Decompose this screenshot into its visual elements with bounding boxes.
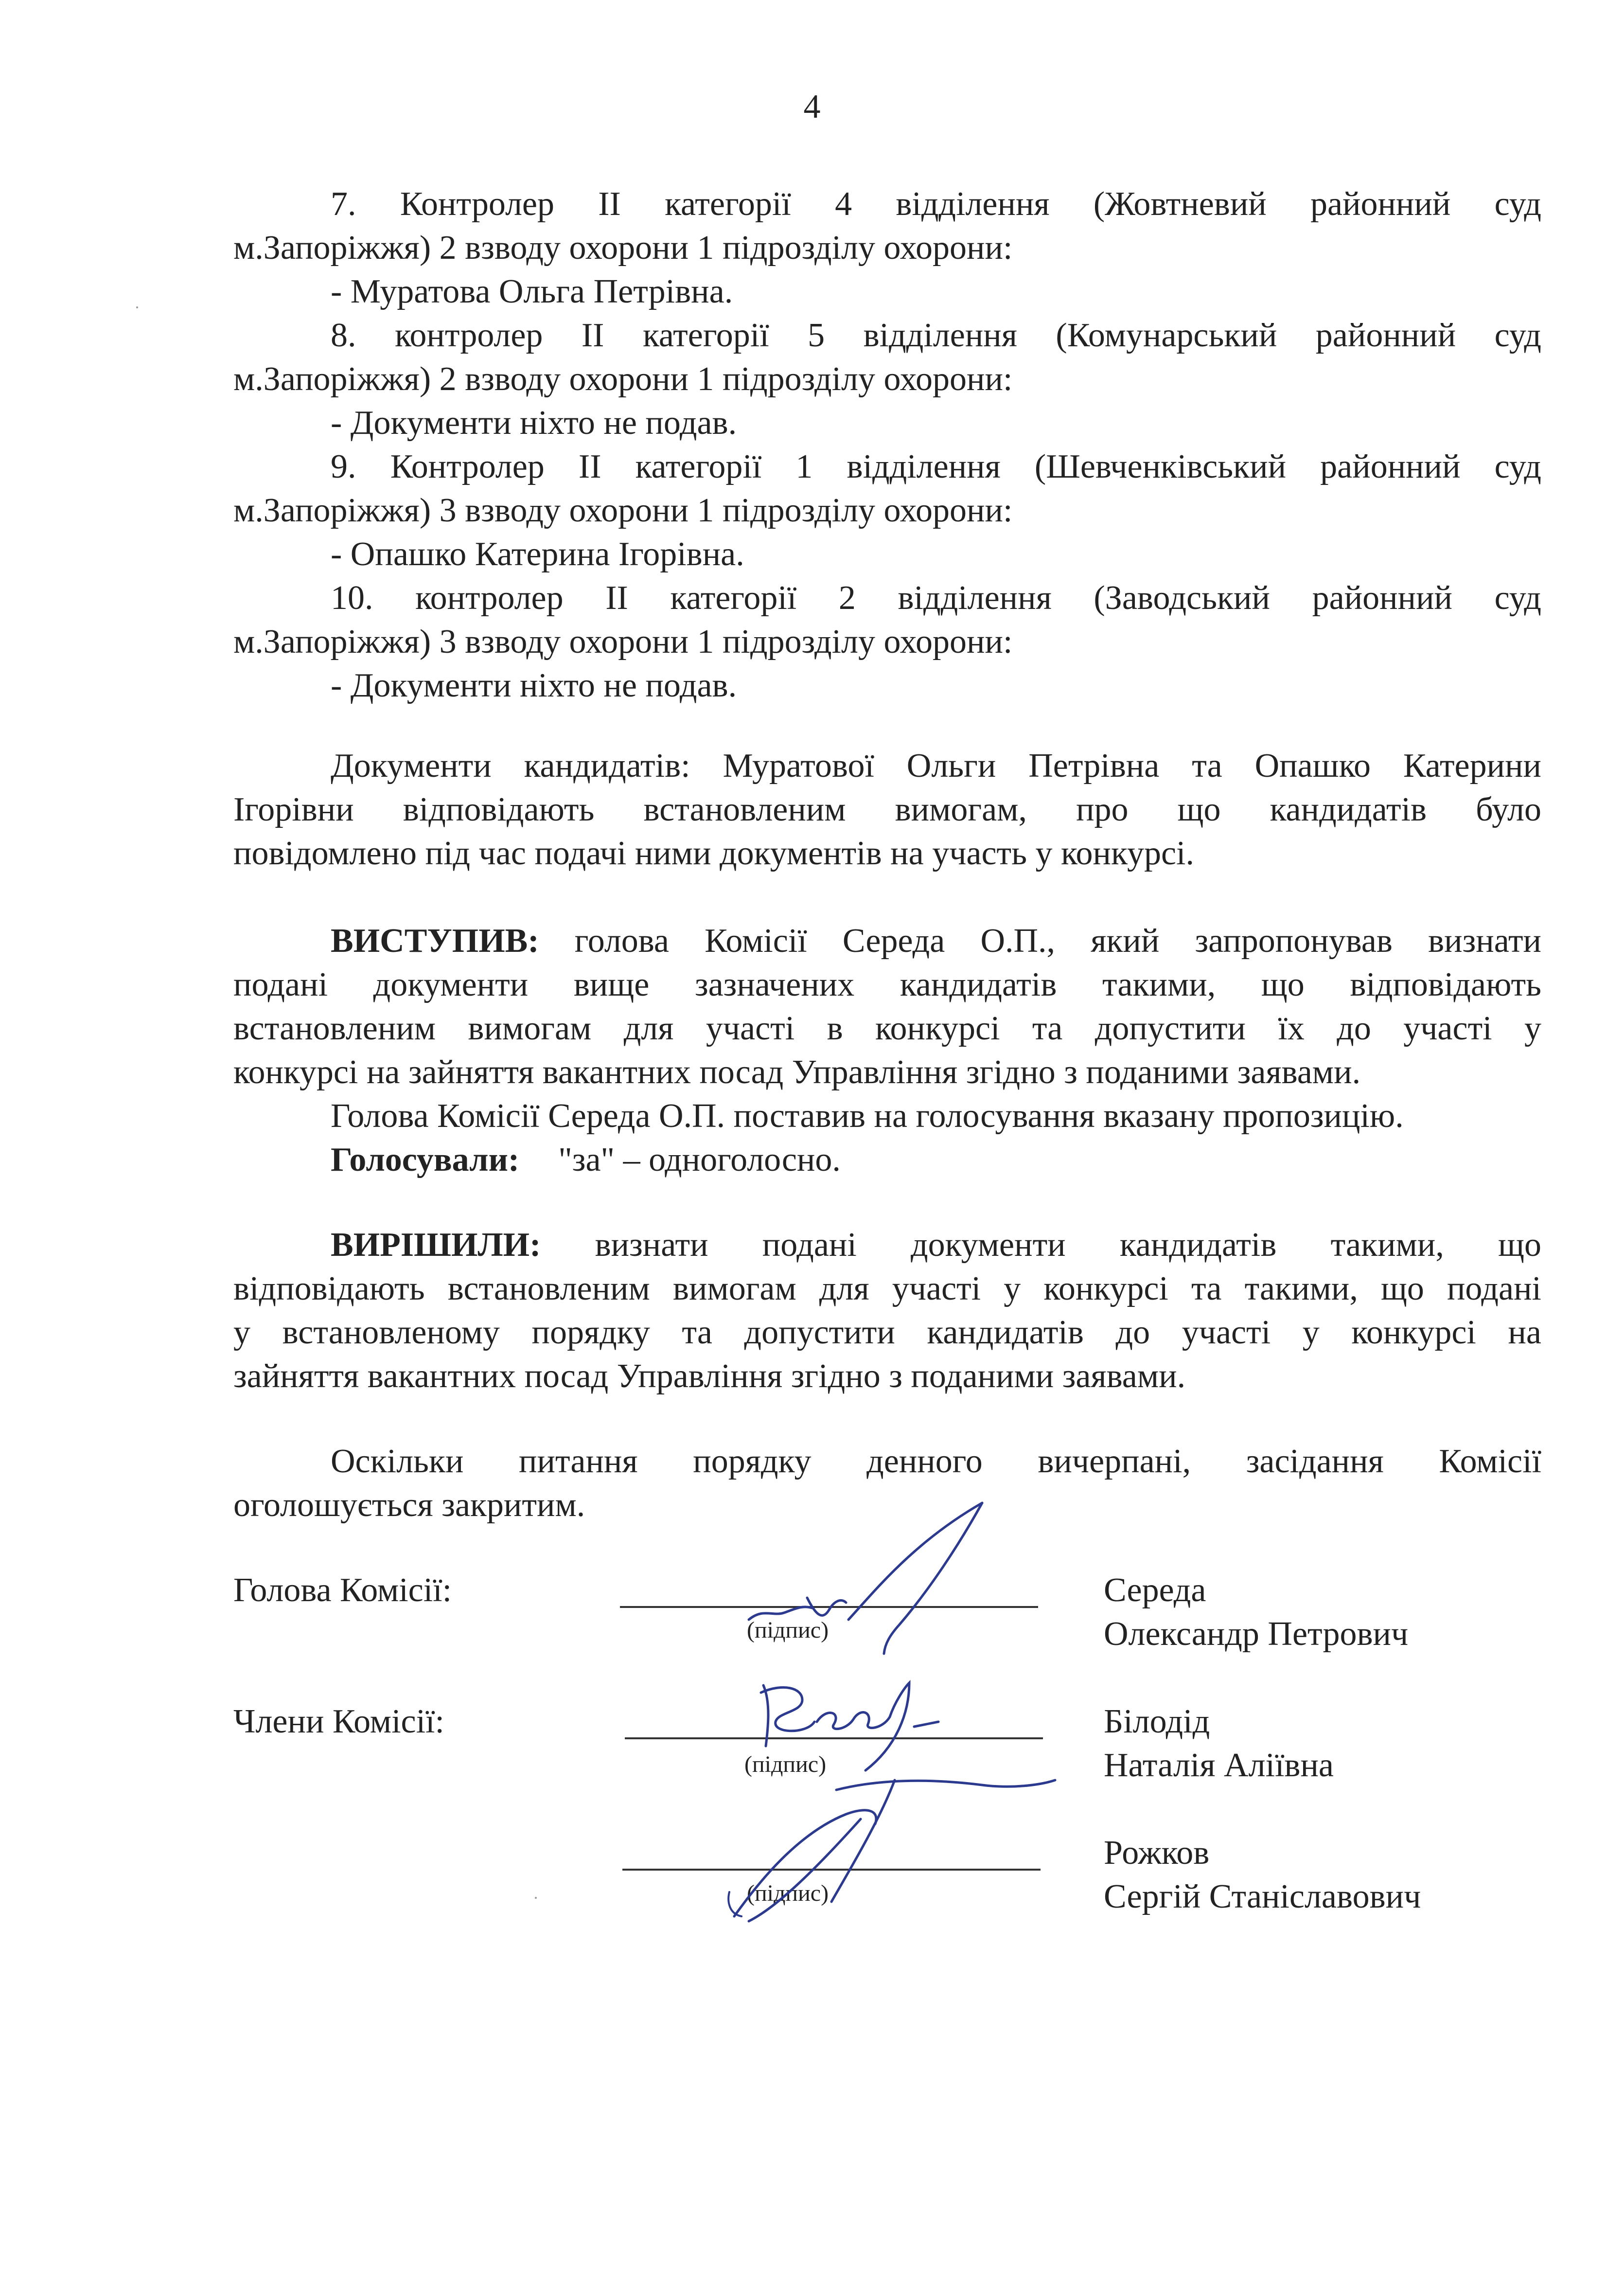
chair-surname: Середа [1104, 1571, 1206, 1609]
signature-caption: (підпис) [746, 1880, 829, 1906]
voted-label: Голосували: [331, 1141, 520, 1178]
paragraph-line: Оскільки питання порядку денного вичерпані, засідання Комісії [331, 1443, 1541, 1480]
paragraph-line: встановленим вимогам для участі в конкурсі та допустити їх до участі у [233, 1010, 1541, 1047]
member2-surname: Рожков [1104, 1834, 1210, 1872]
vote-line: Голова Комісії Середа О.П. поставив на голосування вказану пропозицію. [331, 1097, 1404, 1135]
paragraph-line: Документи кандидатів: Муратової Ольги Петрівна та Опашко Катерини [331, 747, 1541, 785]
vacancy-result: - Опашко Катерина Ігорівна. [331, 536, 744, 573]
vyrishyly-label: ВИРІШИЛИ: [331, 1226, 541, 1264]
vacancy-line: 10. контролер ІІ категорії 2 відділення (Заводський районний суд [331, 579, 1541, 617]
chair-handwritten-signature [729, 1493, 1002, 1659]
paragraph-line [233, 1223, 1541, 1267]
paragraph-line: повідомлено під час подачі ними документів на участь у конкурсі. [233, 835, 1194, 872]
vacancy-result: - Документи ніхто не подав. [331, 667, 737, 704]
vacancy-line: м.Запоріжжя) 3 взводу охорони 1 підрозділу охорони: [233, 623, 1013, 661]
paragraph-line: відповідають встановленим вимогам для участі у конкурсі та такими, що подані [233, 1270, 1541, 1307]
scan-speck [535, 1897, 537, 1899]
chair-label: Голова Комісії: [233, 1571, 452, 1609]
paragraph-line: конкурсі на зайняття вакантних посад Управління згідно з поданими заявами. [233, 1053, 1361, 1091]
chair-full-name: Олександр Петрович [1104, 1615, 1409, 1653]
vacancy-line: м.Запоріжжя) 2 взводу охорони 1 підрозділу охорони: [233, 360, 1013, 398]
voted-value: "за" – одноголосно. [558, 1141, 841, 1178]
vacancy-item [233, 445, 1541, 576]
vystupyv-text: голова Комісії Середа О.П., який запропонував визнати [539, 922, 1541, 960]
paragraph-line: зайняття вакантних посад Управління згідно з поданими заявами. [233, 1357, 1186, 1395]
member1-full-name: Наталія Аліївна [1104, 1747, 1334, 1784]
vacancy-line: 7. Контролер ІІ категорії 4 відділення (Жовтневий районний суд [331, 185, 1541, 223]
vacancy-item [233, 314, 1541, 445]
paragraph-line: у встановленому порядку та допустити кандидатів до участі у конкурсі на [233, 1314, 1541, 1351]
vacancy-line: 9. Контролер ІІ категорії 1 відділення (Шевченківський районний суд [331, 448, 1541, 485]
vacancy-list [233, 182, 1541, 708]
paragraph-line: Ігорівни відповідають встановленим вимогам, про що кандидатів було [233, 791, 1541, 828]
voted-line [233, 1138, 1541, 1182]
vacancy-result: - Документи ніхто не подав. [331, 404, 737, 442]
member2-handwritten-signature [720, 1770, 1060, 1931]
member1-surname: Білодід [1104, 1703, 1210, 1740]
vacancy-line: м.Запоріжжя) 3 взводу охорони 1 підрозділу охорони: [233, 492, 1013, 529]
paragraph-line [233, 919, 1541, 963]
page-number: 4 [803, 88, 821, 125]
signature-caption: (підпис) [746, 1617, 829, 1643]
member2-full-name: Сергій Станіславович [1104, 1878, 1421, 1915]
member1-handwritten-signature [749, 1673, 972, 1780]
vacancy-result: - Муратова Ольга Петрівна. [331, 273, 733, 310]
vyrishyly-text: визнати подані документи кандидатів такими, що [541, 1226, 1541, 1264]
vystupyv-section [233, 919, 1541, 1182]
vyrishyly-section [233, 1223, 1541, 1398]
vacancy-line: 8. контролер ІІ категорії 5 відділення (Комунарський районний суд [331, 317, 1541, 354]
members-label: Члени Комісії: [233, 1703, 444, 1740]
vystupyv-label: ВИСТУПИВ: [331, 922, 539, 960]
paragraph-line: подані документи вище зазначених кандидатів такими, що відповідають [233, 966, 1541, 1003]
vacancy-item [233, 182, 1541, 314]
paragraph-line: оголошується закритим. [233, 1486, 585, 1524]
vacancy-line: м.Запоріжжя) 2 взводу охорони 1 підрозділу охорони: [233, 229, 1013, 267]
vacancy-item [233, 576, 1541, 708]
candidates-paragraph [233, 744, 1541, 875]
signature-caption: (підпис) [744, 1751, 827, 1777]
scan-speck [136, 306, 138, 308]
